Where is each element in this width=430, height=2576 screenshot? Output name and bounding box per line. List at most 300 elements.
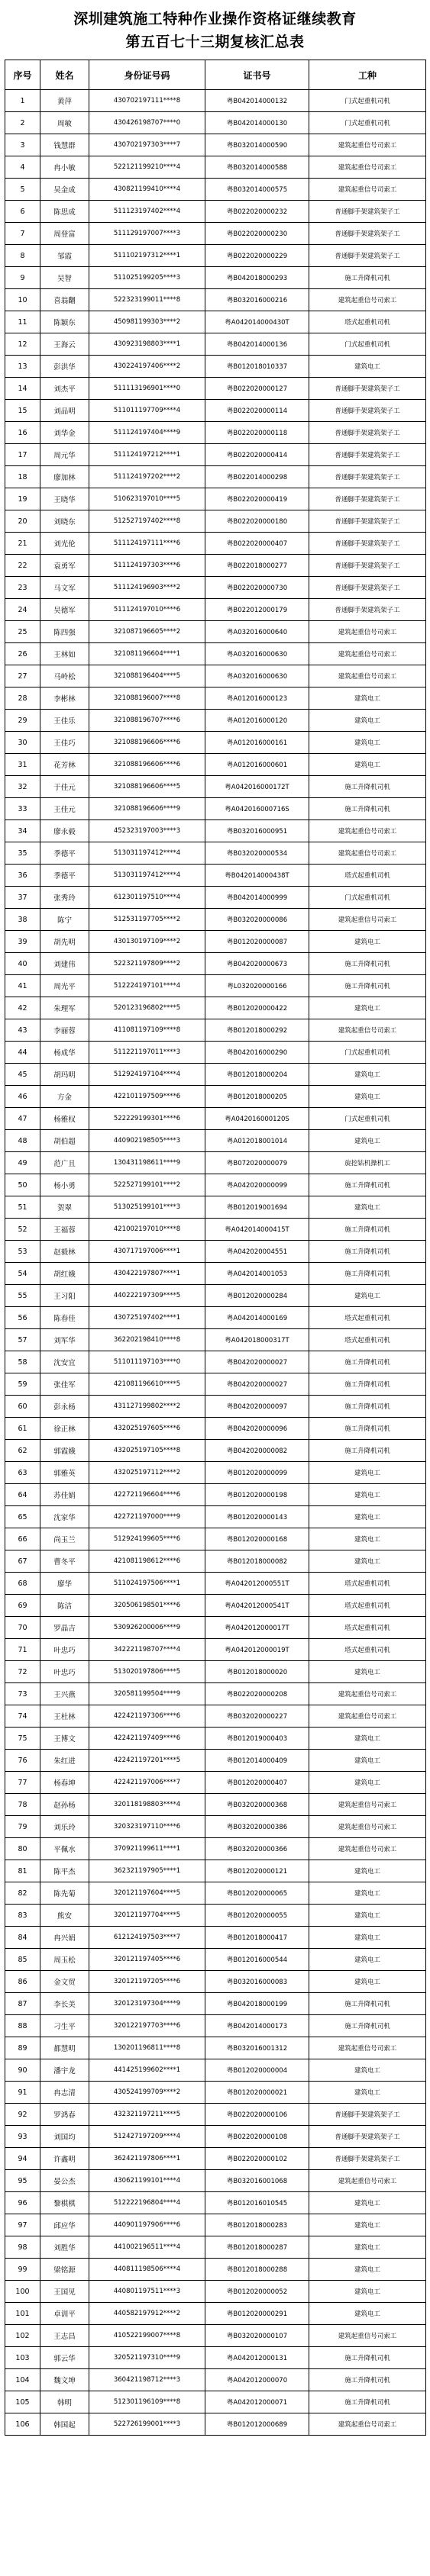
cell-index: 33: [5, 798, 40, 820]
cell-job-type: 门式起重机司机: [309, 887, 426, 909]
table-row: [5, 665, 426, 687]
cell-name: 吴德军: [40, 599, 89, 621]
cell-job-type: 建筑起重信号司索工: [309, 2325, 426, 2347]
cell-index: 43: [5, 1019, 40, 1042]
cell-certificate: 粤B022014000298: [205, 466, 309, 488]
cell-certificate: 粤B042020000027: [205, 1373, 309, 1396]
cell-job-type: 建筑起重信号司索工: [309, 1838, 426, 1860]
cell-certificate: 粤A042016000716S: [205, 798, 309, 820]
cell-name: 陈四强: [40, 621, 89, 643]
cell-id-number: 511024197506****1: [89, 1573, 205, 1595]
cell-index: 1: [5, 90, 40, 112]
cell-job-type: 施工升降机司机: [309, 1263, 426, 1285]
cell-certificate: 粤B042018000199: [205, 1993, 309, 2015]
cell-certificate: 粤A012018001014: [205, 1130, 309, 1152]
cell-id-number: 522121199210****4: [89, 156, 205, 179]
cell-certificate: 粤A032016000640: [205, 621, 309, 643]
cell-index: 45: [5, 1064, 40, 1086]
cell-job-type: 建筑起重信号司索工: [309, 643, 426, 665]
cell-id-number: 430725197402****1: [89, 1307, 205, 1329]
cell-name: 胡玛明: [40, 1064, 89, 1086]
cell-id-number: 320121197704****5: [89, 1905, 205, 1927]
cell-name: 刘建伟: [40, 953, 89, 975]
table-row: [5, 1573, 426, 1595]
cell-index: 19: [5, 488, 40, 510]
cell-job-type: 普通脚手架建筑架子工: [309, 555, 426, 577]
cell-job-type: 建筑起重信号司索工: [309, 2170, 426, 2192]
table-row: [5, 1993, 426, 2015]
cell-index: 12: [5, 333, 40, 356]
table-row: [5, 2082, 426, 2104]
cell-id-number: 450981199303****2: [89, 311, 205, 333]
table-row: [5, 643, 426, 665]
cell-job-type: 建筑电工: [309, 1528, 426, 1550]
table-row: [5, 1484, 426, 1506]
cell-certificate: 粤B012018000205: [205, 1086, 309, 1108]
cell-id-number: 320121197405****6: [89, 1949, 205, 1971]
cell-job-type: 建筑电工: [309, 2259, 426, 2281]
cell-certificate: 粤B042020000673: [205, 953, 309, 975]
cell-index: 6: [5, 201, 40, 223]
cell-name: 刘华金: [40, 422, 89, 444]
cell-name: 陈先菊: [40, 1882, 89, 1905]
cell-name: 金文贸: [40, 1971, 89, 1993]
cell-certificate: 粤A012016000601: [205, 754, 309, 776]
cell-id-number: 321081196604****1: [89, 643, 205, 665]
table-row: [5, 2391, 426, 2413]
cell-id-number: 342221198707****4: [89, 1639, 205, 1661]
cell-id-number: 321088196404****5: [89, 665, 205, 687]
cell-index: 74: [5, 1705, 40, 1728]
cell-certificate: 粤B012018000292: [205, 1019, 309, 1042]
cell-index: 14: [5, 378, 40, 400]
table-row: [5, 1550, 426, 1573]
cell-index: 62: [5, 1440, 40, 1462]
cell-job-type: 塔式起重机司机: [309, 1617, 426, 1639]
table-row: [5, 1816, 426, 1838]
cell-job-type: 建筑电工: [309, 1506, 426, 1528]
table-body: [5, 90, 426, 2436]
table-row: [5, 2214, 426, 2236]
table-row: [5, 1595, 426, 1617]
cell-job-type: 施工升降机司机: [309, 2015, 426, 2037]
cell-job-type: 建筑起重信号司索工: [309, 179, 426, 201]
cell-index: 96: [5, 2192, 40, 2214]
cell-job-type: 塔式起重机司机: [309, 1307, 426, 1329]
table-row: [5, 311, 426, 333]
cell-job-type: 施工升降机司机: [309, 798, 426, 820]
cell-certificate: 粤B022020000229: [205, 245, 309, 267]
cell-certificate: 粤L032020000166: [205, 975, 309, 997]
cell-index: 15: [5, 400, 40, 422]
cell-name: 梁铭源: [40, 2259, 89, 2281]
roster-table: [5, 60, 426, 2436]
cell-job-type: 普通脚手架建筑架子工: [309, 510, 426, 533]
cell-name: 韩国起: [40, 2413, 89, 2436]
cell-index: 20: [5, 510, 40, 533]
cell-index: 26: [5, 643, 40, 665]
cell-name: 王佳乐: [40, 710, 89, 732]
cell-certificate: 粤B022020000230: [205, 223, 309, 245]
cell-job-type: 建筑起重信号司索工: [309, 134, 426, 156]
cell-name: 罗鸿春: [40, 2104, 89, 2126]
cell-index: 11: [5, 311, 40, 333]
cell-certificate: 粤B042014000438T: [205, 865, 309, 887]
table-row: [5, 1351, 426, 1373]
cell-certificate: 粤B032020000366: [205, 1838, 309, 1860]
cell-index: 28: [5, 687, 40, 710]
cell-index: 9: [5, 267, 40, 289]
cell-index: 8: [5, 245, 40, 267]
table-row: [5, 842, 426, 865]
table-row: [5, 333, 426, 356]
cell-certificate: 粤B042014000136: [205, 333, 309, 356]
table-row: [5, 1019, 426, 1042]
cell-job-type: 普通脚手架建筑架子工: [309, 223, 426, 245]
table-row: [5, 2192, 426, 2214]
cell-certificate: 粤B032020000107: [205, 2325, 309, 2347]
cell-certificate: 粤B012014000409: [205, 1750, 309, 1772]
cell-id-number: 511124197010****6: [89, 599, 205, 621]
cell-id-number: 522323199011****8: [89, 289, 205, 311]
cell-name: 叶忠巧: [40, 1661, 89, 1683]
cell-job-type: 建筑电工: [309, 1196, 426, 1219]
cell-id-number: 511102197312****1: [89, 245, 205, 267]
cell-id-number: 512527197402****8: [89, 510, 205, 533]
table-row: [5, 997, 426, 1019]
cell-job-type: 建筑电工: [309, 1728, 426, 1750]
cell-index: 27: [5, 665, 40, 687]
cell-job-type: 建筑起重信号司索工: [309, 1794, 426, 1816]
cell-job-type: 普通脚手架建筑架子工: [309, 577, 426, 599]
cell-name: 朱理军: [40, 997, 89, 1019]
cell-job-type: 建筑电工: [309, 732, 426, 754]
column-header-certificate: 证书号: [205, 60, 309, 90]
cell-name: 王博文: [40, 1728, 89, 1750]
cell-index: 60: [5, 1396, 40, 1418]
table-row: [5, 1860, 426, 1882]
cell-id-number: 612301197510****4: [89, 887, 205, 909]
cell-id-number: 320521197310****9: [89, 2347, 205, 2369]
cell-job-type: 施工升降机司机: [309, 1351, 426, 1373]
cell-name: 杨雅权: [40, 1108, 89, 1130]
cell-job-type: 建筑电工: [309, 1484, 426, 1506]
cell-index: 103: [5, 2347, 40, 2369]
cell-name: 杨春坤: [40, 1772, 89, 1794]
cell-job-type: 建筑起重信号司索工: [309, 1816, 426, 1838]
table-row: [5, 2325, 426, 2347]
table-row: [5, 2369, 426, 2391]
table-row: [5, 1971, 426, 1993]
table-row: [5, 1241, 426, 1263]
cell-certificate: 粤A042014000169: [205, 1307, 309, 1329]
cell-id-number: 511124197202****2: [89, 466, 205, 488]
cell-name: 花芳林: [40, 754, 89, 776]
table-row: [5, 2015, 426, 2037]
cell-index: 72: [5, 1661, 40, 1683]
cell-name: 陈平杰: [40, 1860, 89, 1882]
cell-name: 黎棋棋: [40, 2192, 89, 2214]
cell-id-number: 522527199101****2: [89, 1174, 205, 1196]
cell-index: 22: [5, 555, 40, 577]
cell-name: 郭云华: [40, 2347, 89, 2369]
table-row: [5, 931, 426, 953]
table-row: [5, 1396, 426, 1418]
cell-id-number: 432025197605****6: [89, 1418, 205, 1440]
table-row: [5, 1285, 426, 1307]
cell-id-number: 430224197406****2: [89, 356, 205, 378]
cell-name: 王习阳: [40, 1285, 89, 1307]
table-row: [5, 2413, 426, 2436]
cell-job-type: 建筑电工: [309, 1750, 426, 1772]
cell-id-number: 320122197703****6: [89, 2015, 205, 2037]
cell-certificate: 粤B022012000179: [205, 599, 309, 621]
cell-job-type: 门式起重机司机: [309, 90, 426, 112]
table-row: [5, 1794, 426, 1816]
cell-name: 季德平: [40, 865, 89, 887]
cell-index: 63: [5, 1462, 40, 1484]
cell-id-number: 362321197905****1: [89, 1860, 205, 1882]
cell-job-type: 建筑电工: [309, 2236, 426, 2259]
cell-index: 90: [5, 2059, 40, 2082]
cell-certificate: 粤A042014000430T: [205, 311, 309, 333]
cell-id-number: 512531197705****2: [89, 909, 205, 931]
table-row: [5, 1728, 426, 1750]
cell-job-type: 门式起重机司机: [309, 112, 426, 134]
cell-job-type: 塔式起重机司机: [309, 1639, 426, 1661]
cell-id-number: 511124197404****9: [89, 422, 205, 444]
cell-index: 5: [5, 179, 40, 201]
cell-id-number: 612124197503****7: [89, 1927, 205, 1949]
table-row: [5, 776, 426, 798]
cell-job-type: 建筑起重信号司索工: [309, 842, 426, 865]
cell-certificate: 粤B022020000127: [205, 378, 309, 400]
cell-job-type: 塔式起重机司机: [309, 1329, 426, 1351]
table-row: [5, 2281, 426, 2303]
cell-id-number: 320121197205****6: [89, 1971, 205, 1993]
table-row: [5, 533, 426, 555]
cell-id-number: 440902198505****3: [89, 1130, 205, 1152]
cell-name: 彭洪华: [40, 356, 89, 378]
cell-name: 马岭松: [40, 665, 89, 687]
cell-job-type: 普通脚手架建筑架子工: [309, 466, 426, 488]
cell-name: 彭永杨: [40, 1396, 89, 1418]
column-header-name: 姓名: [40, 60, 89, 90]
cell-job-type: 施工升降机司机: [309, 1373, 426, 1396]
cell-index: 87: [5, 1993, 40, 2015]
cell-certificate: 粤A042012000551T: [205, 1573, 309, 1595]
cell-name: 杨小勇: [40, 1174, 89, 1196]
cell-job-type: 施工升降机司机: [309, 267, 426, 289]
cell-certificate: 粤B032016001068: [205, 2170, 309, 2192]
cell-name: 刘国均: [40, 2126, 89, 2148]
cell-job-type: 门式起重机司机: [309, 1042, 426, 1064]
cell-job-type: 塔式起重机司机: [309, 1595, 426, 1617]
cell-certificate: 粤B032014000590: [205, 134, 309, 156]
table-row: [5, 90, 426, 112]
table-row: [5, 289, 426, 311]
cell-name: 邱应华: [40, 2214, 89, 2236]
cell-name: 冉兴娟: [40, 1927, 89, 1949]
cell-id-number: 421081196610****5: [89, 1373, 205, 1396]
table-row: [5, 156, 426, 179]
cell-index: 65: [5, 1506, 40, 1528]
table-row: [5, 1882, 426, 1905]
cell-job-type: 塔式起重机司机: [309, 311, 426, 333]
cell-certificate: 粤A012016000120: [205, 710, 309, 732]
cell-index: 79: [5, 1816, 40, 1838]
cell-job-type: 建筑电工: [309, 2281, 426, 2303]
cell-id-number: 431127199802****2: [89, 1396, 205, 1418]
table-row: [5, 1683, 426, 1705]
cell-job-type: 施工升降机司机: [309, 1993, 426, 2015]
cell-certificate: 粤B032020000086: [205, 909, 309, 931]
cell-index: 81: [5, 1860, 40, 1882]
cell-id-number: 430130197109****2: [89, 931, 205, 953]
table-row: [5, 2126, 426, 2148]
cell-job-type: 普通脚手架建筑架子工: [309, 599, 426, 621]
cell-name: 陈宁: [40, 909, 89, 931]
cell-id-number: 440222197309****5: [89, 1285, 205, 1307]
cell-id-number: 422421197306****6: [89, 1705, 205, 1728]
cell-certificate: 粤B012020000407: [205, 1772, 309, 1794]
cell-job-type: 建筑电工: [309, 2059, 426, 2082]
cell-certificate: 粤B012012000689: [205, 2413, 309, 2436]
table-row: [5, 245, 426, 267]
cell-name: 刘光伦: [40, 533, 89, 555]
table-row: [5, 1130, 426, 1152]
cell-id-number: 422721197000****9: [89, 1506, 205, 1528]
cell-id-number: 432025197105****8: [89, 1440, 205, 1462]
cell-certificate: 粤A032016000630: [205, 665, 309, 687]
cell-certificate: 粤B072020000079: [205, 1152, 309, 1174]
cell-job-type: 建筑电工: [309, 1462, 426, 1484]
cell-id-number: 422721196604****6: [89, 1484, 205, 1506]
cell-index: 24: [5, 599, 40, 621]
cell-certificate: 粤B012020000099: [205, 1462, 309, 1484]
cell-certificate: 粤B022020000407: [205, 533, 309, 555]
table-row: [5, 1329, 426, 1351]
cell-index: 17: [5, 444, 40, 466]
document-title-line-1: 深圳建筑施工特种作业操作资格证继续教育: [73, 11, 357, 27]
cell-job-type: 建筑电工: [309, 2192, 426, 2214]
cell-certificate: 粤B012018000288: [205, 2259, 309, 2281]
cell-name: 王海云: [40, 333, 89, 356]
cell-job-type: 建筑电工: [309, 1971, 426, 1993]
cell-certificate: 粤B042014000132: [205, 90, 309, 112]
cell-job-type: 建筑起重信号司索工: [309, 156, 426, 179]
cell-job-type: 普通脚手架建筑架子工: [309, 533, 426, 555]
cell-index: 49: [5, 1152, 40, 1174]
cell-index: 53: [5, 1241, 40, 1263]
cell-certificate: 粤B022020000414: [205, 444, 309, 466]
table-row: [5, 1617, 426, 1639]
cell-job-type: 建筑电工: [309, 1064, 426, 1086]
cell-id-number: 522321197809****2: [89, 953, 205, 975]
table-row: [5, 1086, 426, 1108]
cell-job-type: 建筑电工: [309, 1927, 426, 1949]
table-row: [5, 1152, 426, 1174]
cell-name: 韩明: [40, 2391, 89, 2413]
table-row: [5, 179, 426, 201]
cell-id-number: 321087196605****2: [89, 621, 205, 643]
cell-index: 78: [5, 1794, 40, 1816]
cell-name: 魏文坤: [40, 2369, 89, 2391]
cell-certificate: 粤B032014000588: [205, 156, 309, 179]
cell-index: 84: [5, 1927, 40, 1949]
cell-name: 张秀玲: [40, 887, 89, 909]
table-row: [5, 1927, 426, 1949]
table-row: [5, 1042, 426, 1064]
cell-id-number: 321088196606****6: [89, 754, 205, 776]
cell-index: 93: [5, 2126, 40, 2148]
cell-certificate: 粤B012018010337: [205, 356, 309, 378]
cell-name: 钱慧群: [40, 134, 89, 156]
cell-certificate: 粤A042020004551: [205, 1241, 309, 1263]
cell-id-number: 512301196109****8: [89, 2391, 205, 2413]
cell-job-type: 普通脚手架建筑架子工: [309, 378, 426, 400]
cell-name: 杨成华: [40, 1042, 89, 1064]
table-row: [5, 466, 426, 488]
cell-name: 罗晶吉: [40, 1617, 89, 1639]
cell-job-type: 建筑电工: [309, 1661, 426, 1683]
cell-job-type: 塔式起重机司机: [309, 1573, 426, 1595]
cell-index: 61: [5, 1418, 40, 1440]
cell-certificate: 粤B032016000951: [205, 820, 309, 842]
cell-name: 苏佳娟: [40, 1484, 89, 1506]
cell-certificate: 粤B012019000403: [205, 1728, 309, 1750]
cell-job-type: 普通脚手架建筑架子工: [309, 400, 426, 422]
cell-certificate: 粤B022020000730: [205, 577, 309, 599]
cell-id-number: 320323197110****6: [89, 1816, 205, 1838]
cell-certificate: 粤B042020000027: [205, 1351, 309, 1373]
cell-job-type: 门式起重机司机: [309, 333, 426, 356]
cell-name: 刘军华: [40, 1329, 89, 1351]
cell-certificate: 粤B012020000143: [205, 1506, 309, 1528]
cell-id-number: 321088196707****6: [89, 710, 205, 732]
cell-index: 73: [5, 1683, 40, 1705]
table-row: [5, 1838, 426, 1860]
table-row: [5, 2259, 426, 2281]
table-row: [5, 112, 426, 134]
cell-id-number: 321088196007****8: [89, 687, 205, 710]
cell-job-type: 塔式起重机司机: [309, 865, 426, 887]
cell-name: 赵毅林: [40, 1241, 89, 1263]
cell-job-type: 建筑电工: [309, 931, 426, 953]
cell-certificate: 粤B012020000087: [205, 931, 309, 953]
cell-index: 95: [5, 2170, 40, 2192]
cell-certificate: 粤B042020000082: [205, 1440, 309, 1462]
cell-certificate: 粤B022020000232: [205, 201, 309, 223]
cell-job-type: 施工升降机司机: [309, 2369, 426, 2391]
cell-name: 吴金成: [40, 179, 89, 201]
cell-certificate: 粤B032016001312: [205, 2037, 309, 2059]
cell-index: 37: [5, 887, 40, 909]
cell-name: 陈洁: [40, 1595, 89, 1617]
cell-name: 胡伯超: [40, 1130, 89, 1152]
table-row: [5, 1528, 426, 1550]
cell-index: 68: [5, 1573, 40, 1595]
cell-certificate: 粤B032014000575: [205, 179, 309, 201]
cell-index: 36: [5, 865, 40, 887]
table-row: [5, 444, 426, 466]
cell-certificate: 粤A042012000071: [205, 2391, 309, 2413]
cell-id-number: 512427197209****4: [89, 2126, 205, 2148]
cell-name: 许鑫明: [40, 2148, 89, 2170]
cell-job-type: 门式起重机司机: [309, 1108, 426, 1130]
cell-index: 76: [5, 1750, 40, 1772]
cell-index: 86: [5, 1971, 40, 1993]
